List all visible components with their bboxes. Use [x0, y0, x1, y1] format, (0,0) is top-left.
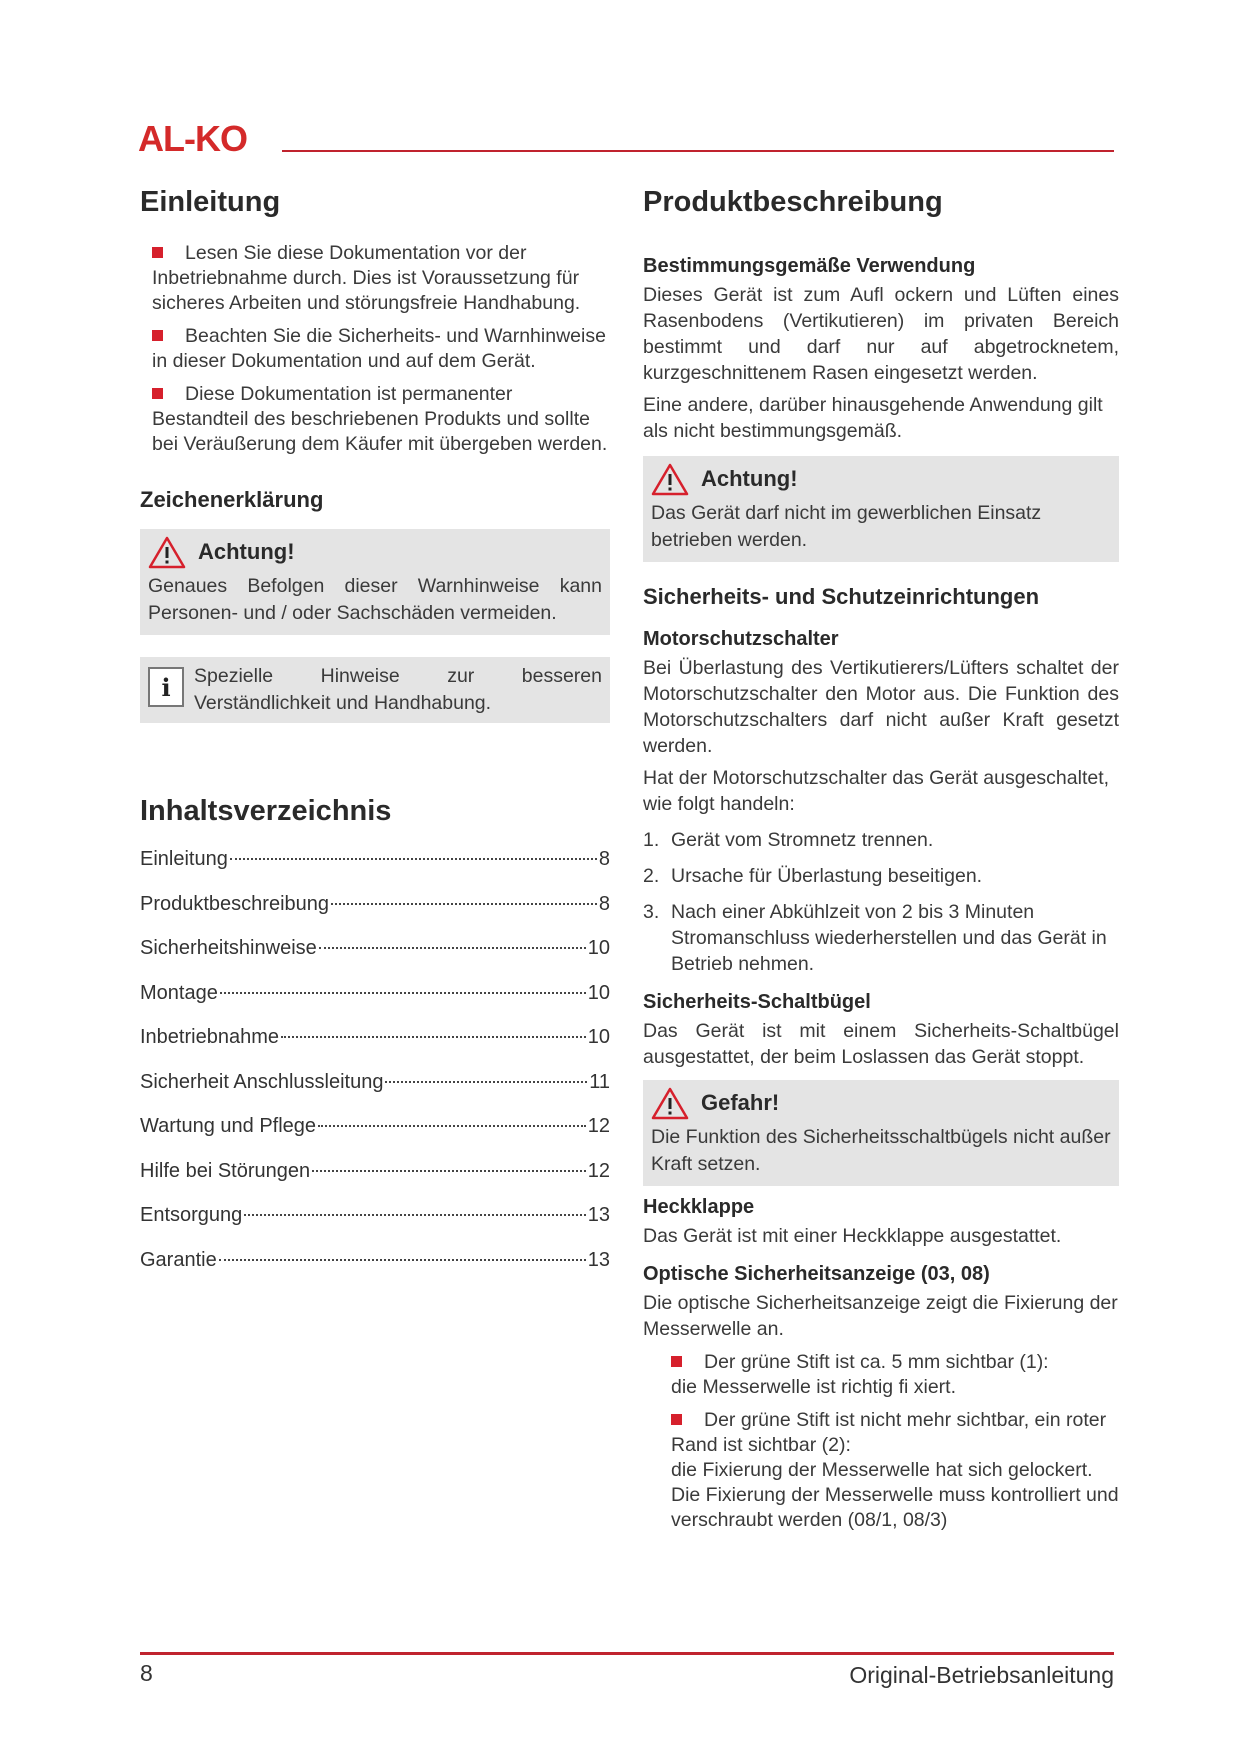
step-item: 2. Ursache für Überlastung beseitigen.: [643, 865, 983, 887]
safety-bar-heading: Sicherheits-Schaltbügel: [643, 991, 871, 1013]
intended-use-text-2: Eine andere, darüber hinausgehende Anwendung gilt als nicht bestimmungsgemäß.: [643, 394, 1103, 442]
safety-heading: Sicherheits- und Schutzeinrichtungen: [643, 584, 1040, 609]
toc-entry[interactable]: Sicherheit Anschlussleitung 11: [140, 1070, 610, 1093]
toc-entry[interactable]: Garantie 13: [140, 1248, 610, 1271]
intended-use-heading: Bestimmungsgemäße Verwendung: [643, 255, 976, 277]
intro-bullet: Diese Dokumentation ist permanenter Bestandteil des beschriebenen Produkts und sollte bei Veräußerung dem Käufer mit übergeben werden.: [152, 383, 608, 455]
table-of-contents: [140, 848, 610, 1293]
product-heading: Produktbeschreibung: [643, 186, 943, 218]
header-rule: [282, 150, 1114, 152]
info-box-text: Spezielle Hinweise zur besseren Verständlichkeit und Handhabung.: [194, 665, 602, 714]
toc-entry[interactable]: Wartung und Pflege 12: [140, 1115, 610, 1137]
intended-use-text: Dieses Gerät ist zum Aufl ockern und Lüften eines Rasenbodens (Vertikutieren) im privaten Bereich bestimmt und darf nur auf abgetrocknetem, kurzgeschnittenem Rasen eingesetzt werden.: [643, 284, 1119, 384]
intro-bullets: [140, 241, 610, 457]
warning-box: [140, 529, 610, 635]
danger-box: [643, 1080, 1119, 1186]
step-item: 3. Nach einer Abkühlzeit von 2 bis 3 Minuten Stromanschluss wiederherstellen und das Gerät in Betrieb nehmen.: [643, 901, 1107, 975]
danger-box-title: Gefahr!: [651, 1086, 1111, 1120]
intro-heading: Einleitung: [140, 186, 281, 218]
warning-triangle-icon: [148, 535, 186, 569]
warning-box-text: Genaues Befolgen dieser Warnhinweise kann Personen- und / oder Sachschäden vermeiden.: [148, 575, 602, 624]
motor-protection-text-2: Hat der Motorschutzschalter das Gerät ausgeschaltet, wie folgt handeln:: [643, 767, 1110, 815]
optical-indicator-text: Die optische Sicherheitsanzeige zeigt die Fixierung der Messerwelle an.: [643, 1292, 1118, 1340]
legend-heading: Zeichenerklärung: [140, 487, 324, 512]
bullet-square-icon: [152, 247, 163, 258]
toc-entry[interactable]: Produktbeschreibung 8: [140, 892, 610, 915]
warning-triangle-icon: [651, 462, 689, 496]
left-column: [140, 186, 610, 1293]
warning-triangle-icon: [651, 1086, 689, 1120]
rear-flap-heading: Heckklappe: [643, 1196, 755, 1218]
optical-indicator-heading: Optische Sicherheitsanzeige (03, 08): [643, 1263, 990, 1285]
steps-list: [643, 827, 1119, 977]
intro-bullet: Lesen Sie diese Dokumentation vor der Inbetriebnahme durch. Dies ist Voraussetzung für sicheres Arbeiten und störungsfreie Handhabung.: [152, 242, 581, 314]
optical-bullet: Der grüne Stift ist nicht mehr sichtbar, ein roter Rand ist sichtbar (2): die Fixierung der Messerwelle hat sich gelockert. Die Fixierung der Messerwelle muss kontrolliert und verschraubt werden (08/1, 08/3): [671, 1409, 1119, 1531]
caution-box-title: Achtung!: [651, 462, 1111, 496]
right-column: [643, 186, 1119, 1541]
toc-entry[interactable]: Einleitung 8: [140, 848, 610, 870]
toc-entry[interactable]: Inbetriebnahme 10: [140, 1026, 610, 1048]
bullet-square-icon: [671, 1414, 682, 1425]
info-box: [140, 657, 610, 723]
warning-box-title: Achtung!: [148, 535, 602, 569]
toc-heading: Inhaltsverzeichnis: [140, 795, 392, 827]
caution-box-text: Das Gerät darf nicht im gewerblichen Einsatz betrieben werden.: [651, 502, 1042, 551]
rear-flap-text: Das Gerät ist mit einer Heckklappe ausgestattet.: [643, 1225, 1062, 1247]
toc-entry[interactable]: Sicherheitshinweise 10: [140, 937, 610, 959]
optical-indicator-bullets: [643, 1350, 1119, 1533]
bullet-square-icon: [152, 388, 163, 399]
motor-protection-heading: Motorschutzschalter: [643, 628, 839, 650]
bullet-square-icon: [671, 1356, 682, 1367]
motor-protection-text: Bei Überlastung des Vertikutierers/Lüfters schaltet der Motorschutzschalter den Motor aus. Die Funktion des Motorschutzschalters darf nicht außer Kraft gesetzt werden.: [643, 657, 1119, 757]
toc-entry[interactable]: Entsorgung 13: [140, 1204, 610, 1226]
safety-bar-text: Das Gerät ist mit einem Sicherheits-Schaltbügel ausgestattet, der beim Loslassen das Gerät stoppt.: [643, 1020, 1119, 1068]
footer-rule: [140, 1652, 1114, 1655]
alko-logo: AL-KO: [138, 118, 247, 159]
step-item: 1. Gerät vom Stromnetz trennen.: [643, 829, 934, 851]
optical-bullet: Der grüne Stift ist ca. 5 mm sichtbar (1): die Messerwelle ist richtig fi xiert.: [671, 1351, 1049, 1398]
danger-box-text: Die Funktion des Sicherheitsschaltbügels nicht außer Kraft setzen.: [651, 1126, 1111, 1175]
bullet-square-icon: [152, 330, 163, 341]
intro-bullet: Beachten Sie die Sicherheits- und Warnhinweise in dieser Dokumentation und auf dem Gerät.: [152, 325, 606, 372]
toc-entry[interactable]: Montage 10: [140, 981, 610, 1004]
caution-box: [643, 456, 1119, 562]
footer-title: Original-Betriebsanleitung: [849, 1662, 1114, 1688]
page-number: 8: [140, 1660, 153, 1686]
info-icon: i: [148, 667, 184, 707]
toc-entry[interactable]: Hilfe bei Störungen 12: [140, 1159, 610, 1182]
